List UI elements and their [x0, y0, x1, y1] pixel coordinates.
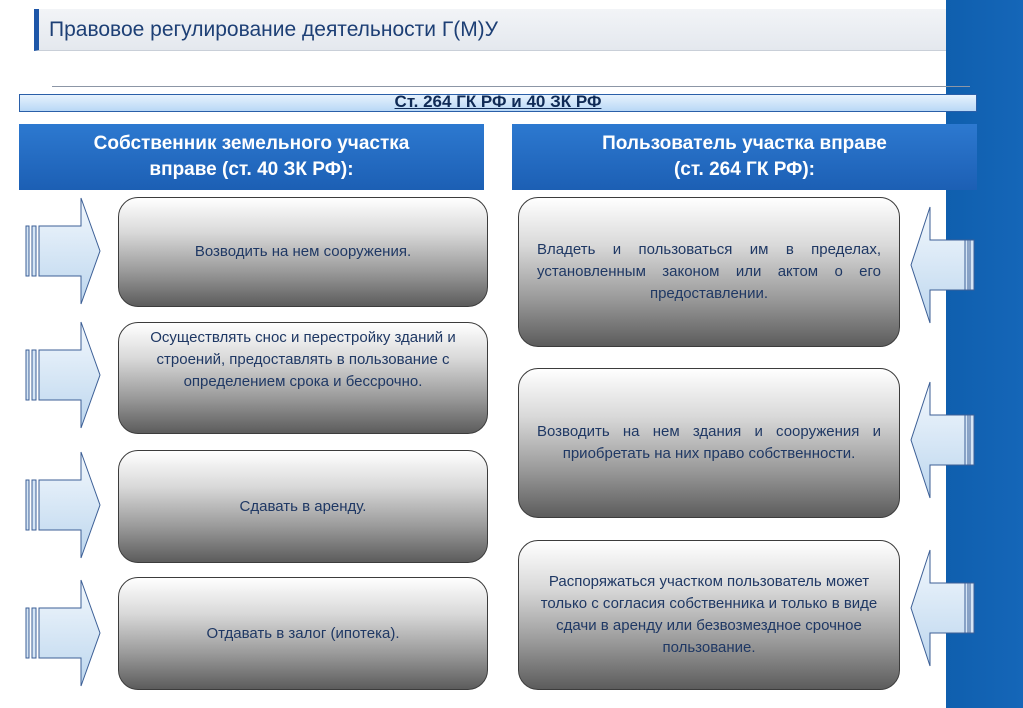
- striped-arrow-left-icon: [910, 205, 976, 325]
- striped-arrow-left-icon: [910, 548, 976, 668]
- owner-right-card: [118, 450, 488, 563]
- owner-right-card: [118, 577, 488, 690]
- user-heading-line2: (ст. 264 ГК РФ):: [673, 159, 815, 180]
- owner-right-card: [118, 322, 488, 434]
- owner-right-text: Осуществлять снос и перестройку зданий и строений, предоставлять в пользование с определением срока и бессрочно.: [150, 329, 456, 390]
- article-label: Ст. 264 ГК РФ и 40 ЗК РФ: [394, 92, 602, 111]
- user-right-card: [518, 540, 900, 690]
- striped-arrow-right-icon: [25, 196, 101, 306]
- owner-right-card: [118, 197, 488, 307]
- article-banner: [19, 94, 977, 112]
- owner-heading-line2: вправе (ст. 40 ЗК РФ):: [149, 159, 354, 180]
- user-right-card: [518, 197, 900, 347]
- striped-arrow-left-icon: [910, 380, 976, 500]
- title-bar: [34, 9, 946, 51]
- striped-arrow-right-icon: [25, 578, 101, 688]
- owner-right-text: Сдавать в аренду.: [239, 497, 367, 515]
- user-heading: [512, 124, 977, 190]
- divider-line: [52, 86, 970, 87]
- striped-arrow-right-icon: [25, 320, 101, 430]
- owner-heading: [19, 124, 484, 190]
- user-right-card: [518, 368, 900, 518]
- user-right-text: Владеть и пользоваться им в пределах, установленным законом или актом о его предоставлении.: [537, 241, 881, 302]
- user-right-text: Возводить на нем здания и сооружения и приобретать на них право собственности.: [537, 423, 881, 462]
- user-right-text: Распоряжаться участком пользователь может только с согласия собственника и только в виде сдачи в аренду или безвозмездное срочное пользование.: [540, 573, 878, 656]
- owner-right-text: Возводить на нем сооружения.: [194, 243, 412, 260]
- owner-heading-line1: Собственник земельного участка: [93, 133, 410, 154]
- page-title: Правовое регулирование деятельности Г(М)У: [49, 18, 499, 41]
- owner-right-text: Отдавать в залог (ипотека).: [206, 624, 400, 642]
- user-heading-line1: Пользователь участка вправе: [602, 133, 887, 154]
- striped-arrow-right-icon: [25, 450, 101, 560]
